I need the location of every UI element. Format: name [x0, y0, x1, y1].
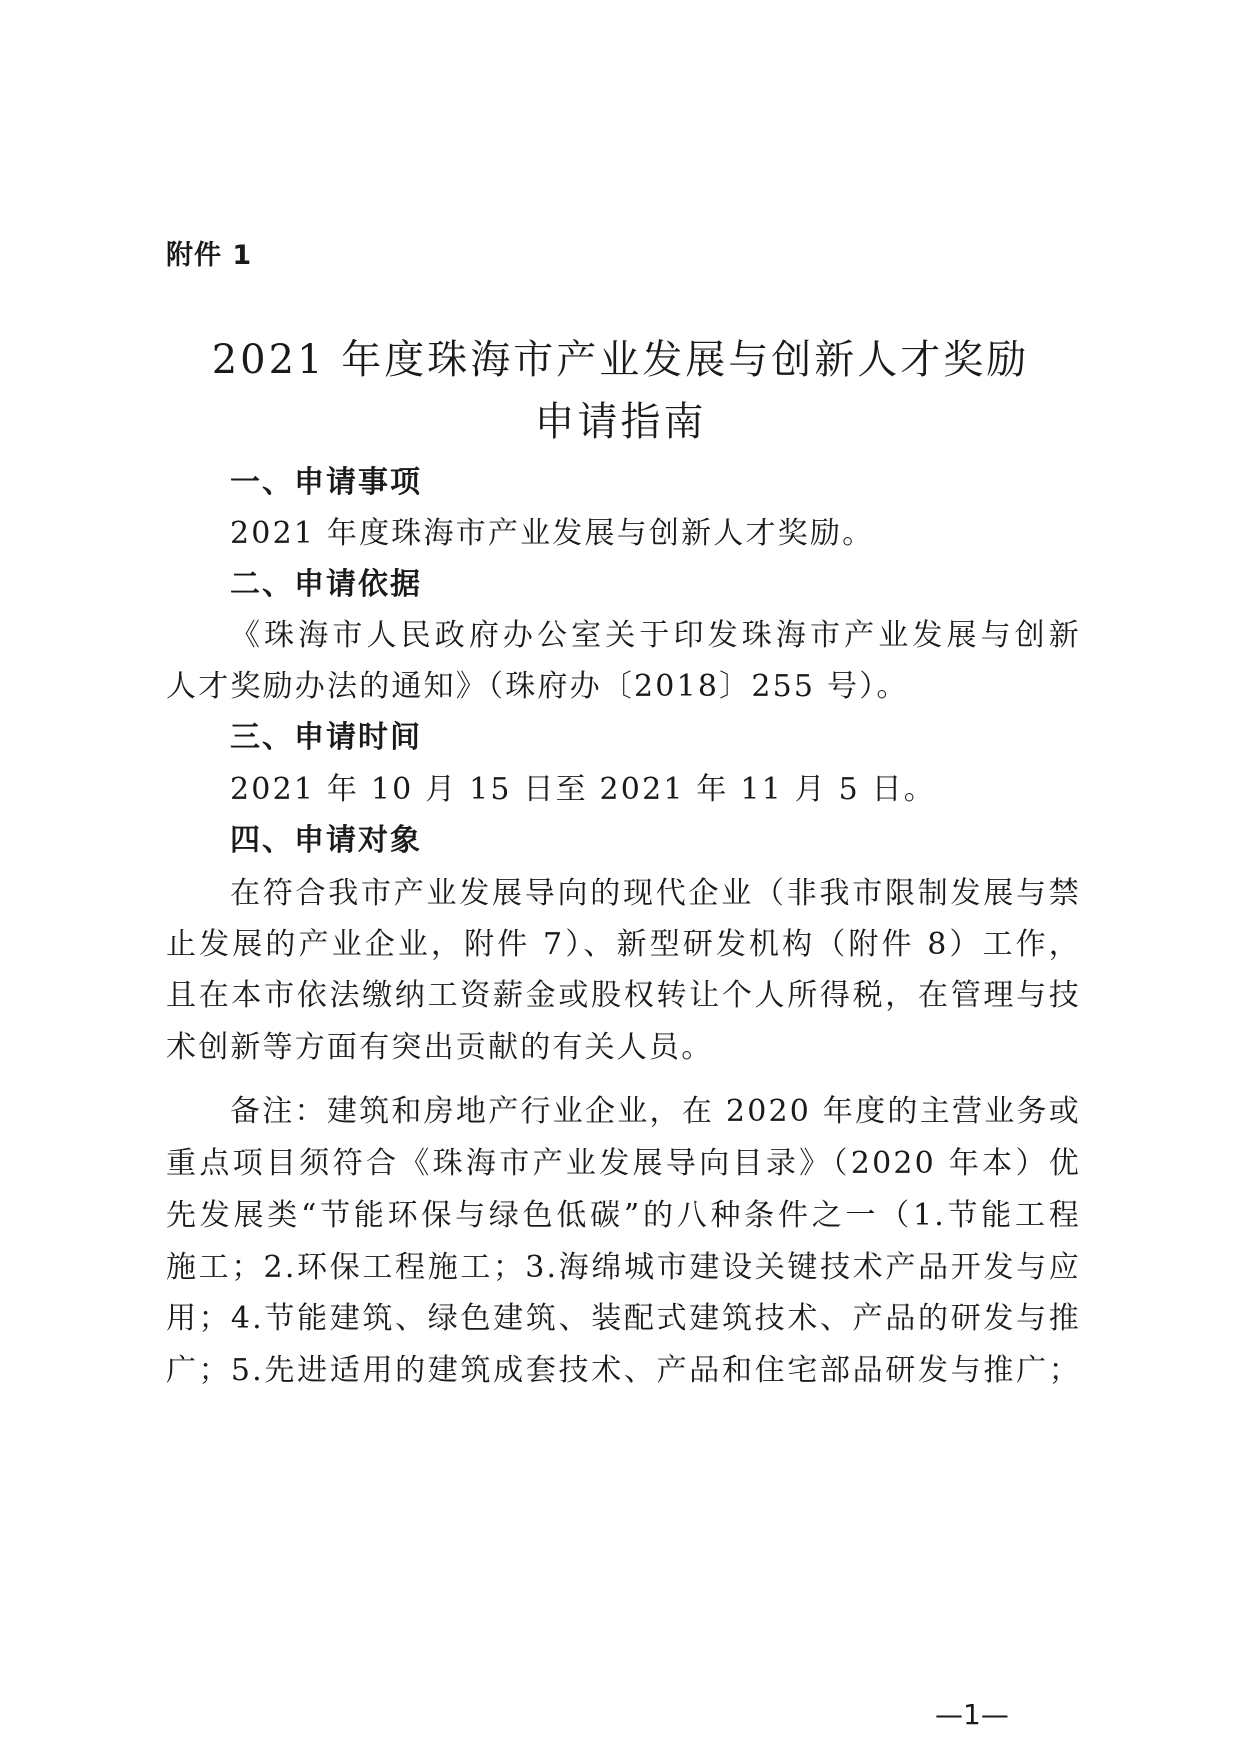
section-4-line-2: 止发展的产业企业，附件 7）、新型研发机构（附件 8）工作， — [166, 927, 1081, 962]
note-line-3: 先发展类“节能环保与绿色低碳”的八种条件之一（1.节能工程 — [166, 1198, 1081, 1233]
attachment-label: 附件 1 — [166, 240, 253, 271]
page-number: —1— — [935, 1698, 1009, 1731]
section-2-line-2: 人才奖励办法的通知》（珠府办〔2018〕255 号）。 — [166, 669, 909, 704]
note-line-4: 施工；2.环保工程施工；3.海绵城市建设关键技术产品开发与应 — [166, 1250, 1081, 1285]
section-4-line-1: 在符合我市产业发展导向的现代企业（非我市限制发展与禁 — [230, 876, 1081, 911]
section-2-line-1: 《珠海市人民政府办公室关于印发珠海市产业发展与创新 — [230, 618, 1081, 653]
section-heading-1: 一、申请事项 — [230, 465, 422, 500]
document-title-line-2: 申请指南 — [534, 399, 707, 445]
note-line-5: 用；4.节能建筑、绿色建筑、装配式建筑技术、产品的研发与推 — [166, 1301, 1081, 1336]
note-line-1: 备注：建筑和房地产行业企业，在 2020 年度的主营业务或 — [230, 1094, 1081, 1129]
note-line-6: 广；5.先进适用的建筑成套技术、产品和住宅部品研发与推广； — [166, 1353, 1081, 1388]
section-1-line-1: 2021 年度珠海市产业发展与创新人才奖励。 — [230, 516, 875, 551]
document-title-line-1: 2021 年度珠海市产业发展与创新人才奖励 — [211, 337, 1030, 383]
section-4-line-4: 术创新等方面有突出贡献的有关人员。 — [166, 1030, 714, 1065]
section-heading-4: 四、申请对象 — [230, 823, 422, 858]
section-4-line-3: 且在本市依法缴纳工资薪金或股权转让个人所得税，在管理与技 — [166, 978, 1081, 1013]
note-line-2: 重点项目须符合《珠海市产业发展导向目录》（2020 年本）优 — [166, 1146, 1081, 1181]
section-heading-3: 三、申请时间 — [230, 720, 422, 755]
section-3-line-1: 2021 年 10 月 15 日至 2021 年 11 月 5 日。 — [230, 772, 937, 807]
section-heading-2: 二、申请依据 — [230, 567, 422, 602]
